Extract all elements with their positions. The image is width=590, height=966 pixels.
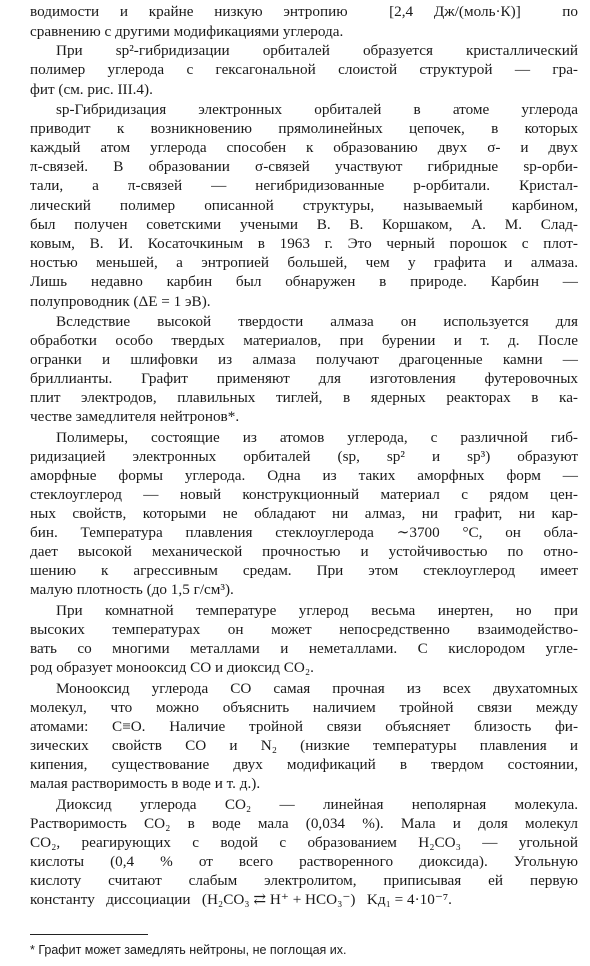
text-line: был получен советскими учеными В. В. Коршаком, А. М. Слад- bbox=[30, 216, 578, 233]
text-line: высоких температурах он может непосредственно взаимодейство- bbox=[30, 621, 578, 638]
text-line: СО₂, реагирующих с водой с образованием Н₂СО₃ — угольной bbox=[30, 834, 578, 851]
text-line: фит (см. рис. III.4). bbox=[30, 81, 153, 98]
text-line: атомами: С≡О. Наличие тройной связи объясняет близость фи- bbox=[30, 718, 578, 735]
text-line: кислоты (0,4 % от всего растворенного диоксида). Угольную bbox=[30, 853, 578, 870]
text-line: малая растворимость в воде и т. д.). bbox=[30, 775, 261, 792]
text-line: ностью меньшей, а энтропией большей, чем у графита и алмаза. bbox=[30, 254, 578, 271]
text-line: честве замедлителя нейтронов*. bbox=[30, 408, 240, 425]
text-line: ридизацией электронных орбиталей (sp, sp² и sp³) образуют bbox=[30, 448, 578, 465]
text-line: каждый атом углерода способен к образованию двух σ- и двух bbox=[30, 139, 578, 156]
text-line: константу диссоциации (Н₂СО₃ ⇄ Н⁺ + НСО₃⁻) Kд₁ = 4·10⁻⁷. bbox=[30, 891, 452, 908]
text-line: π-связей. В образовании σ-связей участвуют гибридные sp-орби- bbox=[30, 158, 578, 175]
text-line: При sp²-гибридизации орбиталей образуется кристаллический bbox=[56, 42, 578, 59]
text-line: Монооксид углерода СО самая прочная из всех двухатомных bbox=[56, 680, 578, 697]
footnote-divider bbox=[30, 934, 148, 935]
text-line: ных свойств, которыми не обладают ни алмаз, ни графит, ни кар- bbox=[30, 505, 578, 522]
text-line: Лишь недавно карбин был обнаружен в природе. Карбин — bbox=[30, 273, 578, 290]
text-line: ковым, В. И. Косаточкиным в 1963 г. Это черный порошок с плот- bbox=[30, 235, 578, 252]
text-line: кислоту считают слабым электролитом, приписывая ей первую bbox=[30, 872, 578, 889]
text-line: вать со многими металлами и неметаллами. С кислородом угле- bbox=[30, 640, 578, 657]
text-line: малую плотность (до 1,5 г/см³). bbox=[30, 581, 234, 598]
text-line: полупроводник (ΔE = 1 эВ). bbox=[30, 293, 211, 310]
text-line: обработки особо твердых материалов, при бурении и т. д. После bbox=[30, 332, 578, 349]
text-line: кипения, существование двух модификаций в твердом состоянии, bbox=[30, 756, 578, 773]
text-line: приводит к возникновению прямолинейных цепочек, в которых bbox=[30, 120, 578, 137]
text-line: Растворимость СО₂ в воде мала (0,034 %). Мала и доля молекул bbox=[30, 815, 578, 832]
text-line: При комнатной температуре углерод весьма инертен, но при bbox=[56, 602, 578, 619]
text-line: Вследствие высокой твердости алмаза он используется для bbox=[56, 313, 578, 330]
text-line: сравнению с другими модификациями углерода. bbox=[30, 23, 344, 40]
text-line: шению к агрессивным средам. При этом стеклоуглерод имеет bbox=[30, 562, 578, 579]
text-line: плит электродов, плавильных тиглей, в ядерных реакторах в ка- bbox=[30, 389, 578, 406]
text-line: молекул, что можно объяснить наличием тройной связи между bbox=[30, 699, 578, 716]
text-line: sp-Гибридизация электронных орбиталей в атоме углерода bbox=[56, 101, 578, 118]
text-line: Полимеры, состоящие из атомов углерода, с различной гиб- bbox=[56, 429, 578, 446]
text-line: дает высокой механической прочностью и устойчивостью по отно- bbox=[30, 543, 578, 560]
text-line: род образует монооксид СО и диоксид СО₂. bbox=[30, 659, 314, 676]
text-line: тали, а π-связей — негибридизованные p-орбитали. Кристал- bbox=[30, 177, 578, 194]
text-line: бин. Температура плавления стеклоуглерода ∼3700 °С, он обла- bbox=[30, 524, 578, 541]
text-line: полимер углерода с гексагональной слоистой структурой — гра- bbox=[30, 61, 578, 78]
text-line: водимости и крайне низкую энтропию [2,4 Дж/(моль·К)] по bbox=[30, 3, 578, 20]
text-line: зических свойств СО и N₂ (низкие температуры плавления и bbox=[30, 737, 578, 754]
text-line: Диоксид углерода СО₂ — линейная неполярная молекула. bbox=[56, 796, 578, 813]
text-line: аморфные формы углерода. Одна из таких аморфных форм — bbox=[30, 467, 578, 484]
text-line: огранки и шлифовки из алмаза получают драгоценные камни — bbox=[30, 351, 578, 368]
text-line: бриллианты. Графит применяют для изготовления футеровочных bbox=[30, 370, 578, 387]
text-line: лический полимер описанной структуры, называемый карбином, bbox=[30, 197, 578, 214]
text-line: стеклоуглерод — новый конструкционный материал с рядом цен- bbox=[30, 486, 578, 503]
footnote: * Графит может замедлять нейтроны, не поглощая их. bbox=[30, 943, 347, 957]
